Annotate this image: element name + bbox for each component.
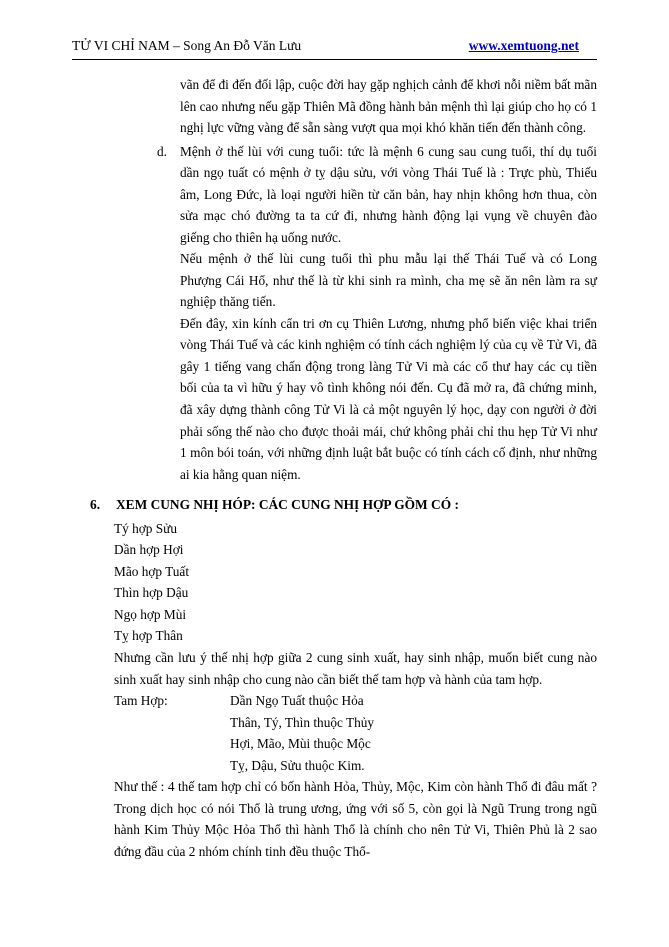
tam-hop-value: Tỵ, Dậu, Sửu thuộc Kim. xyxy=(230,757,365,773)
list-item-paragraph-1: Mệnh ở thế lùi với cung tuổi: tức là mệnh 6 cung sau cung tuổi, thí dụ tuổi dần ngọ tuất có mệnh ở tỵ dậu sửu, với vòng Thái Tuế là : Trực phù, Thiếu âm, Long Đức, là loại người hiền từ căn bản, hay nhịn không hơn thua, còn sửa mạc chó đường ta ta cứ đi, nhưng hành động lại vụng về chuyên đào giếng cho thiên hạ uống nước. xyxy=(180,143,597,245)
tam-hop-label-spacer xyxy=(114,733,230,755)
list-item-paragraph-3: Đến đây, xin kính cẩn tri ơn cụ Thiên Lương, nhưng phổ biến việc khai triển vòng Thái Tuế và các kinh nghiệm có tính cách nghiệm lý của cụ về Tử Vi, đã gây 1 tiếng vang chấn động trong làng Tử Vi mà các cổ thư hay các cụ tiền bối của ta vì hữu ý hay vô tình không nói đến. Cụ đã mở ra, đã chứng minh, đã xây dựng thành công Tử Vi là cả một nguyên lý học, dạy con người ở đời phải sống thế nào cho được thoải mái, chứ không phải chỉ thu hẹp Tử Vi như 1 môn bói toán, với những định luật bắt buộc có tính cách cố định, như những ai kia hằng quan niệm. xyxy=(180,315,597,482)
list-item: Tỵ hợp Thân xyxy=(114,628,183,644)
document-body xyxy=(72,74,597,862)
note-paragraph: Nhưng cần lưu ý thế nhị hợp giữa 2 cung sinh xuất, hay sinh nhập, muốn biết cung nào sinh xuất hay sinh nhập cho cung nào cần biết thế tam hợp và hành của tam hợp. xyxy=(114,649,597,687)
list-item: Thìn hợp Dậu xyxy=(114,585,189,601)
header-divider xyxy=(72,59,597,60)
tam-hop-value: Thân, Tý, Thìn thuộc Thủy xyxy=(230,714,375,730)
section-number: 6. xyxy=(90,497,101,513)
tam-hop-label-spacer xyxy=(114,712,230,734)
final-paragraph: Như thế : 4 thế tam hợp chỉ có bốn hành Hỏa, Thủy, Mộc, Kim còn hành Thổ đi đâu mất ? Trong dịch học có nói Thổ là trung ương, ứng với số 5, còn gọi là Ngũ Trung trong ngũ hành Kim Thủy Mộc Hỏa Thổ thì hành Thổ là chính cho nên Tử Vi, Thiên Phủ là 2 sao đứng đầu của 2 nhóm chính tinh đều thuộc Thổ- xyxy=(114,779,597,859)
list-item-body xyxy=(180,141,597,486)
list-item xyxy=(157,141,597,486)
page-header xyxy=(72,38,597,59)
tam-hop-value: Dần Ngọ Tuất thuộc Hỏa xyxy=(230,693,364,709)
header-book-title: TỬ VI CHỈ NAM – Song An Đỗ Văn Lưu xyxy=(72,38,302,53)
list-item: Tý hợp Sửu xyxy=(114,520,177,536)
tam-hop-row xyxy=(114,712,597,734)
section-title: XEM CUNG NHỊ HÓP: CÁC CUNG NHỊ HỢP GỒM CÓ : xyxy=(116,497,459,513)
section-content xyxy=(114,518,597,863)
list-item: Mão hợp Tuất xyxy=(114,563,190,579)
tam-hop-row xyxy=(114,755,597,777)
top-paragraph: vãn để đi đến đối lập, cuộc đời hay gặp nghịch cảnh để khơi nỗi niềm bất mãn lên cao nhưng nếu gặp Thiên Mã đồng hành bản mệnh thì lại giúp cho họ có 1 nghị lực vững vàng để sẵn sàng vượt qua mọi khó khăn tiến đến thành công. xyxy=(180,77,597,136)
tam-hop-row xyxy=(114,690,597,712)
tam-hop-row xyxy=(114,733,597,755)
tam-hop-label: Tam Hợp: xyxy=(114,693,168,709)
header-website-link[interactable]: www.xemtuong.net xyxy=(468,38,579,53)
section-heading xyxy=(90,494,597,516)
list-item-marker: d. xyxy=(157,143,167,159)
tam-hop-value: Hợi, Mão, Mùi thuộc Mộc xyxy=(230,736,371,752)
tam-hop-label-spacer xyxy=(114,755,230,777)
list-item-paragraph-2: Nếu mệnh ở thế lùi cung tuổi thì phu mẫu lại thế Thái Tuế và có Long Phượng Cái Hổ, như thế là từ khi sinh ra mình, cha mẹ sẽ ăn nên làm ra sự nghiệp thăng tiến. xyxy=(180,251,597,310)
top-paragraph-block xyxy=(180,74,597,139)
list-item: Ngọ hợp Mùi xyxy=(114,606,187,622)
list-item: Dần hợp Hợi xyxy=(114,542,184,558)
